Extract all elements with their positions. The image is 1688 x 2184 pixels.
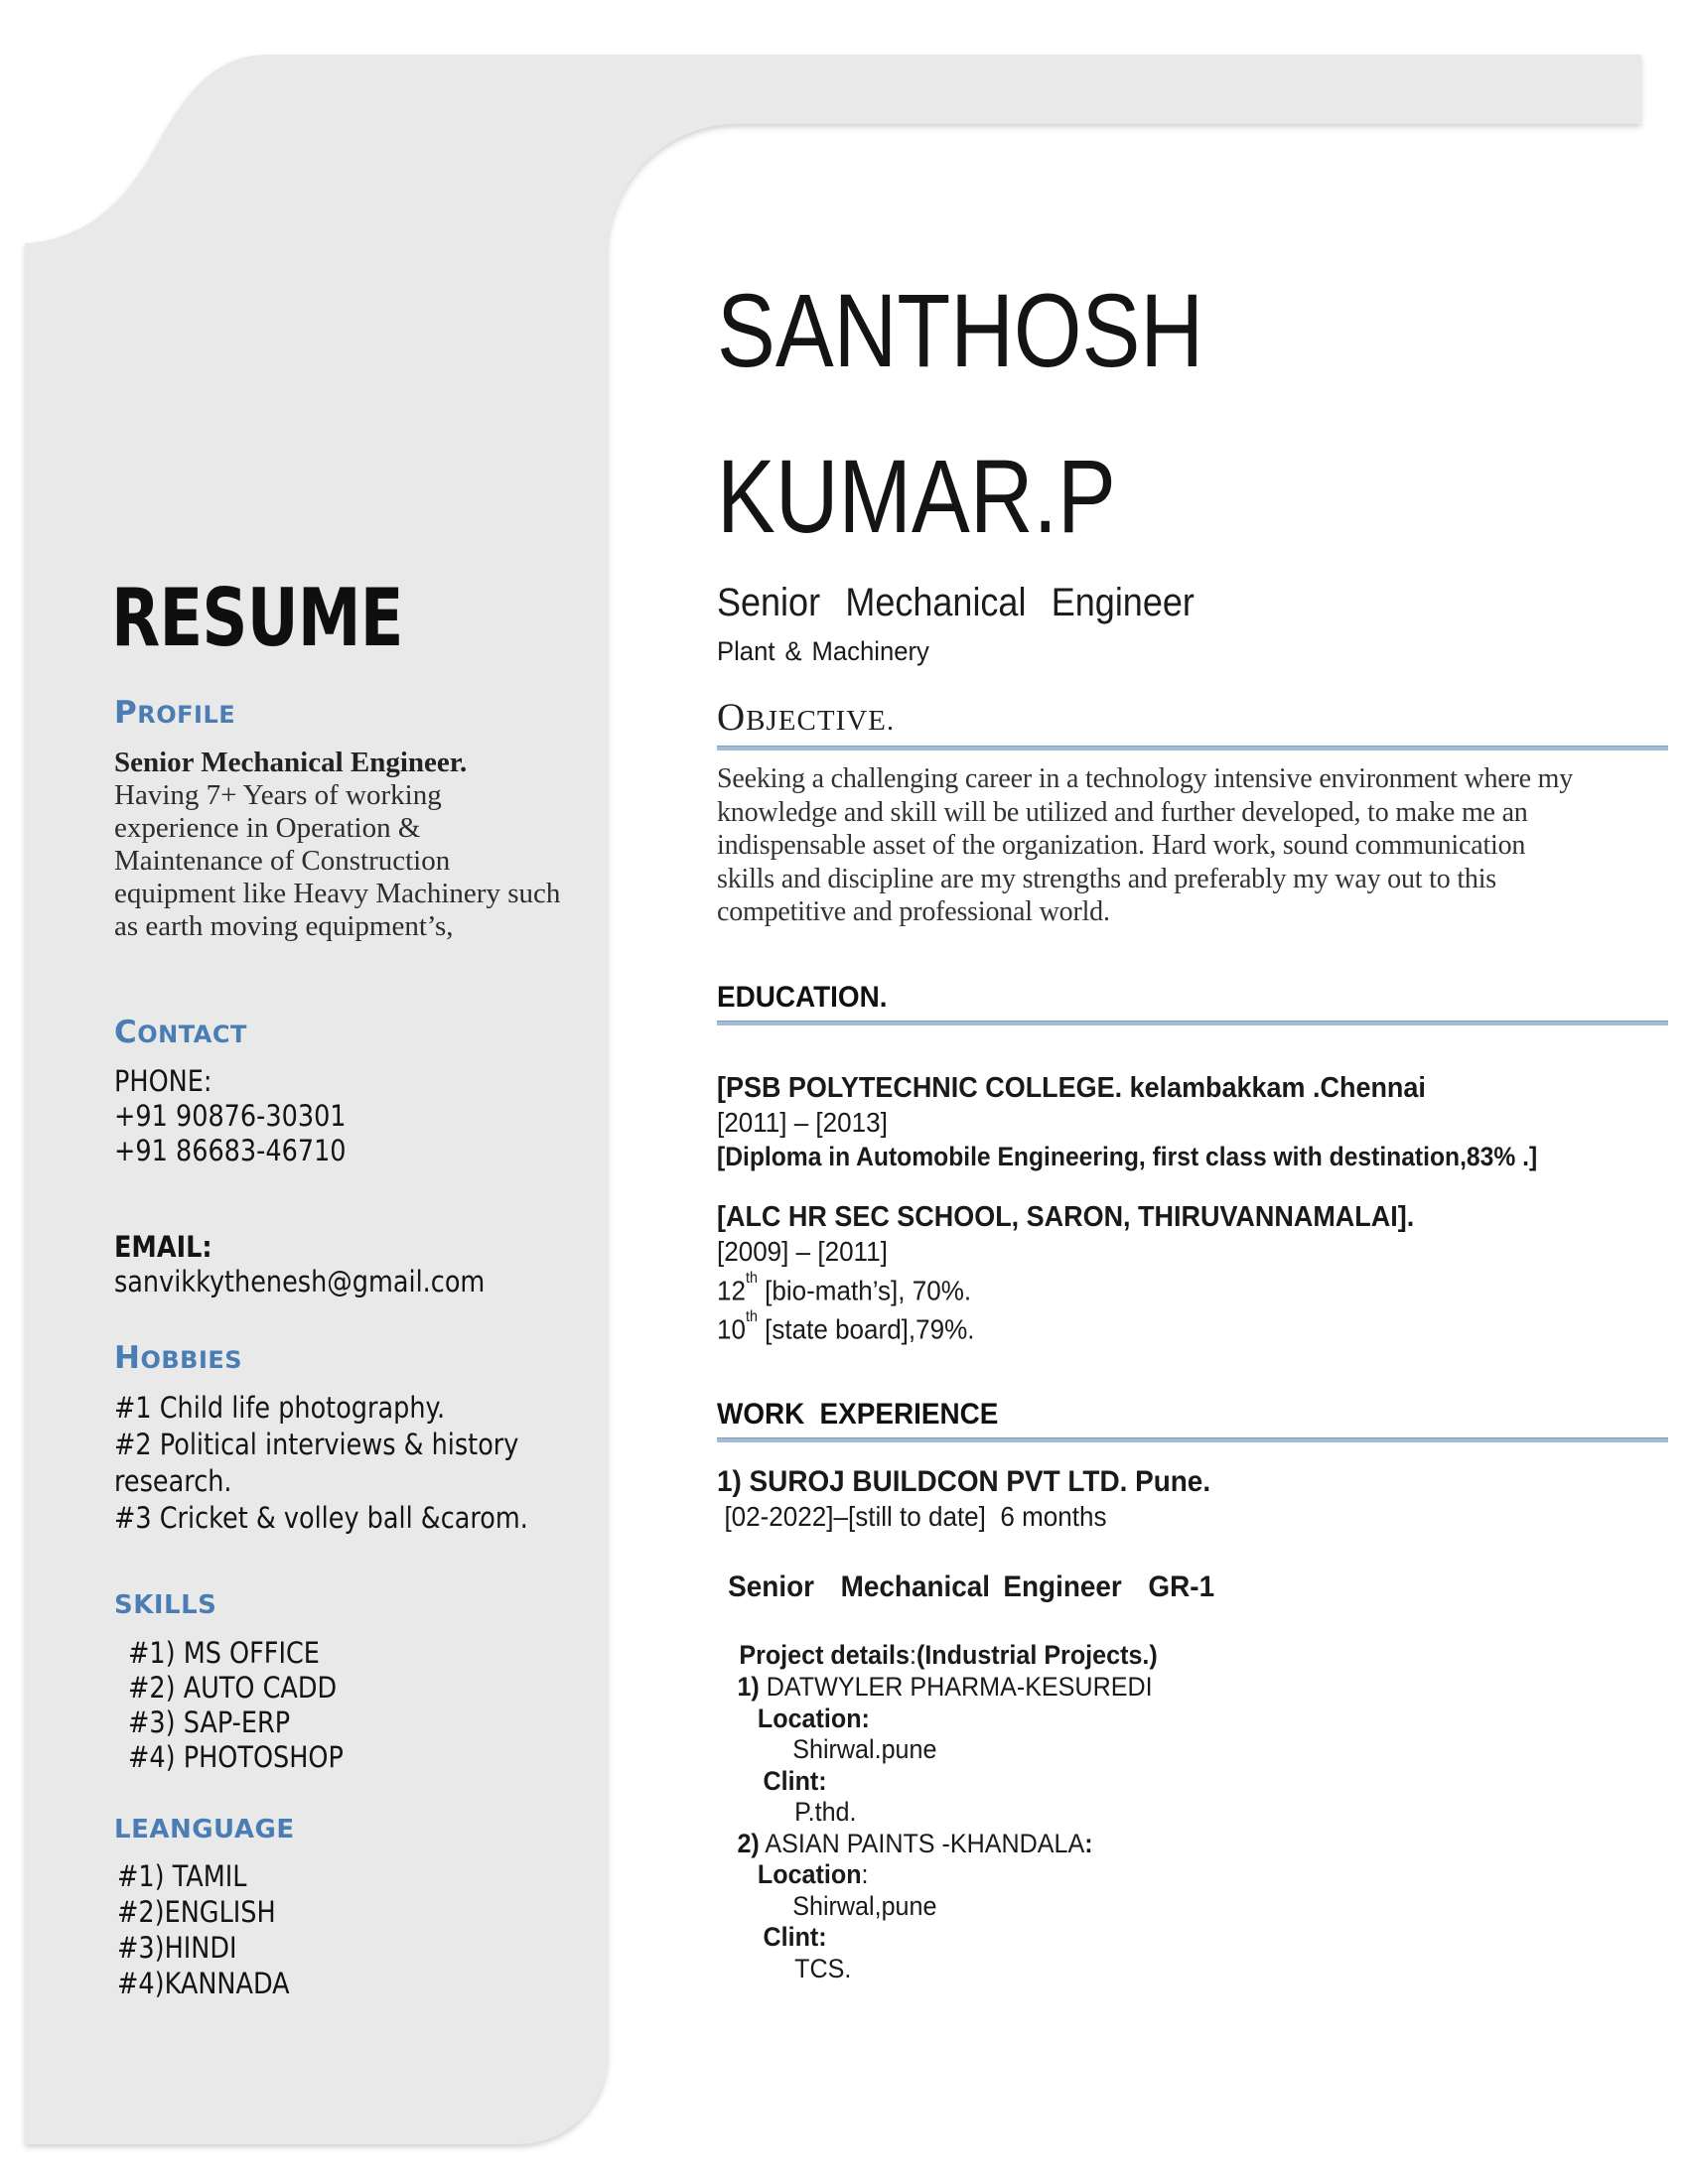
hobby-line: #1 Child life photography.	[114, 1391, 446, 1425]
objective-line: skills and discipline are my strengths and preferably my way out to this	[717, 863, 1496, 894]
project1-client-value: P.thd.	[794, 1797, 857, 1827]
profile-heading: PROFILE	[114, 695, 236, 731]
project1-client-label: Clint:	[763, 1765, 827, 1796]
objective-section	[717, 695, 1668, 929]
hobby-line: #3 Cricket & volley ball &carom.	[114, 1501, 528, 1535]
work-experience-section	[717, 1398, 1668, 1984]
person-title: Senior Mechanical Engineer	[717, 581, 1195, 624]
section-rule	[717, 1021, 1668, 1025]
grade12-detail: [bio-math’s], 70%.	[757, 1275, 972, 1306]
project2-location-label	[717, 1859, 1602, 1891]
objective-heading: OBJECTIVE.	[717, 696, 896, 739]
project1-name: DATWYLER PHARMA-KESUREDI	[759, 1672, 1153, 1702]
skill-item: #3) SAP-ERP	[128, 1706, 291, 1739]
skills-list	[114, 1636, 601, 1775]
languages-section	[114, 1815, 601, 2001]
work-heading: WORK EXPERIENCE	[717, 1398, 999, 1431]
project1-location-label: Location:	[757, 1703, 870, 1733]
sidebar-title: RESUME	[111, 572, 403, 664]
profile-section	[114, 695, 601, 943]
grade12-line	[717, 1269, 1602, 1307]
languages-heading: LEANGUAGE	[114, 1815, 295, 1844]
project2-location-word: Location	[757, 1859, 862, 1889]
hobbies-heading: HOBBIES	[114, 1340, 243, 1376]
project-details-paren: (Industrial Projects.)	[915, 1640, 1158, 1670]
project2-client-label: Clint:	[763, 1922, 827, 1952]
profile-line: as earth moving equipment’s,	[114, 910, 454, 942]
grade10-line	[717, 1307, 1602, 1346]
language-item: #3)HINDI	[117, 1931, 237, 1965]
objective-line: indispensable asset of the organization. Hard work, sound communication	[717, 830, 1526, 861]
hobby-line: research.	[114, 1464, 232, 1498]
profile-role-line: Senior Mechanical Engineer.	[114, 747, 468, 778]
company-line: 1) SUROJ BUILDCON PVT LTD. Pune.	[717, 1465, 1211, 1498]
project2-location-colon: :	[861, 1859, 869, 1889]
project1-number: 1)	[737, 1672, 760, 1702]
email-label: EMAIL:	[114, 1230, 212, 1264]
person-subtitle: Plant & Machinery	[717, 636, 929, 666]
email-address: sanvikkythenesh@gmail.com	[114, 1265, 486, 1298]
hobbies-section	[114, 1340, 601, 1537]
language-item: #2)ENGLISH	[117, 1895, 276, 1929]
project-details-line	[717, 1639, 1602, 1672]
language-item: #1) TAMIL	[117, 1859, 247, 1893]
profile-text	[114, 747, 601, 943]
employment-dates: [02-2022]–[still to date] 6 months	[724, 1501, 1107, 1532]
project-details-colon: :	[909, 1640, 916, 1670]
section-rule	[717, 1437, 1668, 1442]
objective-paragraph	[717, 762, 1668, 929]
school1-years: [2011] – [2013]	[717, 1107, 888, 1138]
section-rule	[717, 746, 1668, 751]
profile-line: equipment like Heavy Machinery such	[114, 878, 561, 909]
contact-heading: CONTACT	[114, 1015, 247, 1050]
education-heading: EDUCATION.	[717, 981, 888, 1014]
skill-item: #2) AUTO CADD	[128, 1671, 338, 1705]
languages-list	[114, 1858, 601, 2001]
grade10-number: 10	[717, 1313, 746, 1345]
project2-colon: :	[1084, 1828, 1093, 1858]
project2-name: ASIAN PAINTS -KHANDALA	[759, 1828, 1085, 1858]
grade10-superscript: th	[745, 1308, 758, 1326]
project-details-label: Project details	[739, 1640, 910, 1670]
contact-section	[114, 1015, 601, 1299]
skill-item: #1) MS OFFICE	[128, 1636, 320, 1670]
school2-years: [2009] – [2011]	[717, 1236, 888, 1267]
skills-section	[114, 1590, 601, 1775]
grade10-detail: [state board],79%.	[757, 1313, 975, 1345]
school2-name: [ALC HR SEC SCHOOL, SARON, THIRUVANNAMALAI].	[717, 1201, 1415, 1233]
profile-line: Maintenance of Construction	[114, 845, 451, 877]
phone-number: +91 90876-30301	[114, 1099, 347, 1133]
profile-line: experience in Operation &	[114, 812, 421, 844]
school1-detail: [Diploma in Automobile Engineering, first class with destination,83% .]	[717, 1142, 1538, 1171]
person-name-line1: SANTHOSH	[717, 273, 1204, 389]
project2-number: 2)	[737, 1828, 760, 1858]
project2-client-value: TCS.	[794, 1953, 852, 1983]
project1-location-value: Shirwal.pune	[792, 1734, 937, 1764]
person-name-line2: KUMAR.P	[717, 439, 1116, 555]
project1-name-line	[717, 1672, 1602, 1704]
school1-name: [PSB POLYTECHNIC COLLEGE. kelambakkam .Chennai	[717, 1072, 1426, 1104]
objective-line: Seeking a challenging career in a technology intensive environment where my	[717, 763, 1574, 794]
objective-line: knowledge and skill will be utilized and further developed, to make me an	[717, 796, 1528, 828]
language-item: #4)KANNADA	[117, 1967, 290, 2000]
skills-heading: SKILLS	[114, 1590, 217, 1620]
contact-list	[114, 1064, 601, 1299]
phone-number: +91 86683-46710	[114, 1134, 347, 1167]
project2-name-line	[717, 1829, 1602, 1860]
objective-line: competitive and professional world.	[717, 896, 1110, 927]
profile-line: Having 7+ Years of working	[114, 779, 442, 811]
hobbies-list	[114, 1390, 601, 1537]
education-section	[717, 981, 1668, 1347]
grade12-superscript: th	[745, 1270, 758, 1288]
skill-item: #4) PHOTOSHOP	[128, 1740, 344, 1774]
hobby-line: #2 Political interviews & history	[114, 1428, 519, 1461]
grade12-number: 12	[717, 1275, 746, 1306]
phone-label: PHONE:	[114, 1064, 212, 1098]
project2-location-value: Shirwal,pune	[792, 1890, 937, 1921]
job-role: Senior Mechanical Engineer GR-1	[728, 1570, 1215, 1603]
person-name	[717, 248, 1203, 580]
